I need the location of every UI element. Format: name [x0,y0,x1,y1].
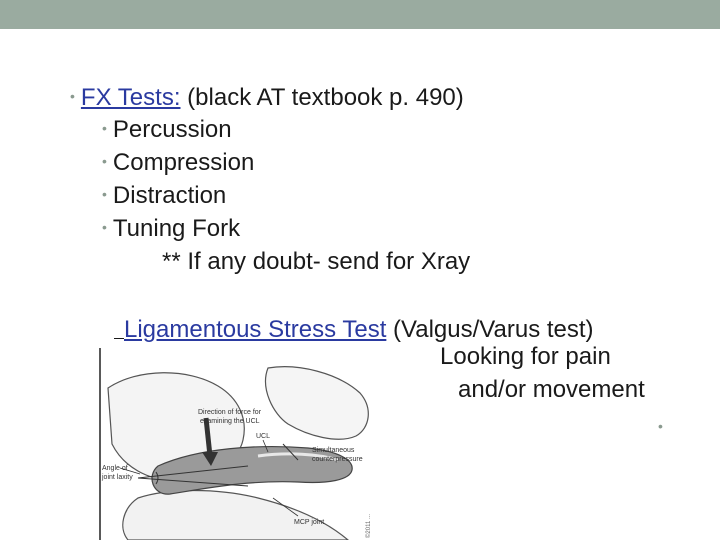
hand-illustration [98,348,376,540]
test-percussion: Percussion [112,116,232,143]
fx-tests-reference: (black AT textbook p. 490) [187,84,464,111]
title-bar [0,0,720,29]
fx-tests-heading [70,82,464,112]
list-item [102,147,254,177]
ligamentous-line3: and/or movement [458,376,645,403]
bullet-icon: • [102,153,107,169]
ligamentous-subtitle: (Valgus/Varus test) [393,316,594,343]
ligamentous-link[interactable]: Ligamentous Stress Test [124,316,387,343]
bullet-icon: • [70,88,75,104]
list-item [102,114,232,144]
valgus-stress-illustration [98,348,376,540]
counter-label-line2: counterpressure [312,456,363,463]
ucl-label: UCL [256,433,271,440]
force-label-line2: examining the UCL [200,418,260,425]
test-compression: Compression [112,149,255,176]
list-item [102,213,240,243]
fx-tests-link[interactable]: FX Tests: [80,84,181,111]
test-tuning-fork: Tuning Fork [112,215,241,242]
counter-label-line1: Simultaneous [312,447,355,454]
underline-decoration [114,318,124,339]
ligamentous-line2: Looking for pain [440,343,611,370]
bullet-icon: • [102,120,107,136]
bullet-icon: • [102,186,107,202]
empty-bullet-icon: • [658,418,663,434]
bullet-icon: • [102,219,107,235]
test-distraction: Distraction [112,182,227,209]
angle-label-line1: Angle of [102,465,128,472]
ligamentous-heading [114,316,594,344]
list-item [102,180,226,210]
xray-note: ** If any doubt- send for Xray [162,248,471,275]
mcp-label: MCP joint [294,519,325,526]
angle-label-line2: joint laxity [102,474,133,481]
force-label-line1: Direction of force for [198,409,262,416]
copyright-text: ©2011 ... [366,514,372,538]
